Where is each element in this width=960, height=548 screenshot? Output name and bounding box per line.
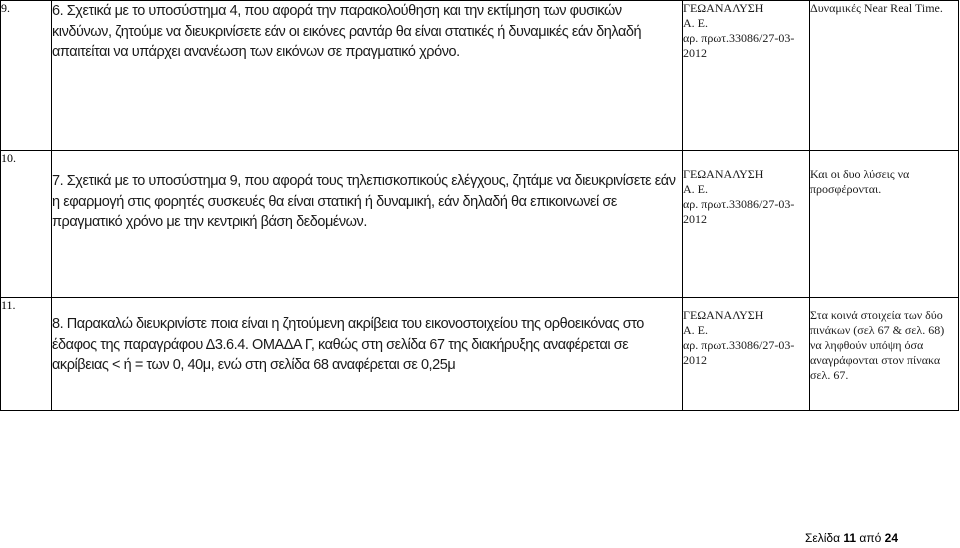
- table-row: [1, 151, 959, 298]
- question-text: 6. Σχετικά με το υποσύστημα 4, που αφορά την παρακολούθηση και την εκτίμηση των φυσικών κινδύνων, ζητούμε να διευκρινίσετε εάν οι εικόνες ραντάρ θα είναι στατικές ή δυναμικές εάν δηλαδή απαιτείται να υπάρχει ανανέωση των εικόνων σε πραγματικό χρόνο.: [52, 3, 642, 60]
- protocol-year: 2012: [683, 46, 707, 60]
- org-type: Α. Ε.: [683, 323, 708, 337]
- row-number: 9.: [1, 1, 52, 151]
- protocol-year: 2012: [683, 212, 707, 226]
- organization-cell: [683, 1, 810, 151]
- table-row: [1, 1, 959, 151]
- protocol-number: αρ. πρωτ.33086/27-03-: [683, 31, 795, 45]
- page-footer: [805, 531, 898, 545]
- row-number: 10.: [1, 151, 52, 298]
- organization-cell: [683, 151, 810, 298]
- row-number: 11.: [1, 298, 52, 411]
- table-row: [1, 298, 959, 411]
- protocol-year: 2012: [683, 353, 707, 367]
- question-cell: [52, 151, 683, 298]
- question-cell: [52, 298, 683, 411]
- answer-cell: Και οι δυο λύσεις να προσφέρονται.: [810, 151, 959, 298]
- organization-cell: [683, 298, 810, 411]
- question-text: 7. Σχετικά με το υποσύστημα 9, που αφορά τους τηλεπισκοπικούς ελέγχους, ζητάμε να διευκρινίσετε εάν η εφαρμογή στις φορητές συσκευές θα είναι στατική ή δυναμική, εάν δηλαδή θα επικοινωνεί σε πραγματικό χρόνο με την κεντρική βάση δεδομένων.: [52, 173, 676, 230]
- footer-middle: από: [859, 531, 882, 545]
- question-text: 8. Παρακαλώ διευκρινίστε ποια είναι η ζητούμενη ακρίβεια του εικονοστοιχείου της ορθοεικόνας στο έδαφος της παραγράφου Δ3.6.4. ΟΜΑΔΑ Γ, καθώς στη σελίδα 67 της διακήρυξης αναφέρεται σε ακρίβειας < ή = των 0, 40μ, ενώ στη σελίδα 68 αναφέρεται σε 0,25μ: [52, 316, 644, 373]
- org-name: ΓΕΩΑΝΑΛΥΣΗ: [683, 167, 764, 181]
- current-page-number: 11: [843, 531, 857, 545]
- protocol-number: αρ. πρωτ.33086/27-03-: [683, 338, 795, 352]
- org-type: Α. Ε.: [683, 182, 708, 196]
- protocol-number: αρ. πρωτ.33086/27-03-: [683, 197, 795, 211]
- org-type: Α. Ε.: [683, 16, 708, 30]
- answer-cell: Δυναμικές Near Real Time.: [810, 1, 959, 151]
- answer-cell: Στα κοινά στοιχεία των δύο πινάκων (σελ 67 & σελ. 68) να ληφθούν υπόψη όσα αναγράφονται στον πίνακα σελ. 67.: [810, 298, 959, 411]
- org-name: ΓΕΩΑΝΑΛΥΣΗ: [683, 1, 764, 15]
- question-cell: [52, 1, 683, 151]
- total-pages-number: 24: [884, 531, 898, 545]
- org-name: ΓΕΩΑΝΑΛΥΣΗ: [683, 308, 764, 322]
- footer-prefix: Σελίδα: [804, 531, 841, 545]
